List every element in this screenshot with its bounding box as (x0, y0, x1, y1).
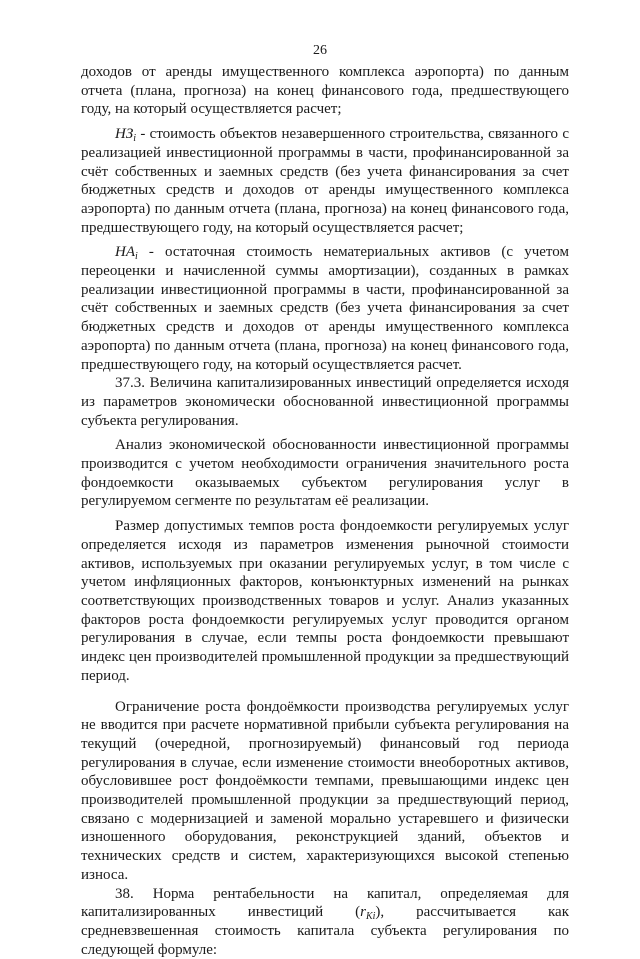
paragraph-growth-rate: Размер допустимых темпов роста фондоемкости регулируемых услуг определяется исходя из параметров изменения рыночной стоимости активов, используемых при оказании регулируемых услуг, в том числе с учетом инфляционных факторов, конъюнктурных изменений на рынках соответствующих производственных товаров и услуг. Анализ указанных факторов роста фондоемкости регулируемых услуг проводится органом регулирования в случае, если темпы роста фондоемкости превышают индекс цен производителей промышленной продукции за предшествующий период. (81, 518, 569, 684)
nz-definition-text: - стоимость объектов незавершенного строительства, связанного с реализацией инвестиционной программы в части, профинансированной за счёт собственных и заемных средств (без учета финансирования за счет бюджетных средств и доходов от аренды имущественного комплекса аэропорта) по данным отчета (плана, прогноза) на конец финансового года, предшествующего году, на который осуществляется расчет; (81, 126, 569, 236)
paragraph-38-text-a: 38. Норма рентабельности на капитал, определяемая для капитализированных инвестиций ( (81, 885, 569, 921)
paragraph-38 (81, 885, 569, 959)
symbol-na-subscript: i (135, 251, 138, 263)
symbol-r-subscript: Ki (365, 911, 376, 923)
paragraph-38-text-b: ), рассчитывается как средневзвешенная стоимость капитала субъекта регулирования по следующей формуле: (81, 904, 569, 958)
document-body (81, 63, 569, 959)
paragraph-limitation: Ограничение роста фондоёмкости производства регулируемых услуг не вводится при расчете нормативной прибыли субъекта регулирования на текущий (очередной, прогнозируемый) финансовый год периода регулирования в случае, если изменение стоимости внеоборотных активов, обусловившее рост фондоёмкости темпами, превышающими индекс цен производителей промышленной продукции за предшествующий период, связано с модернизацией и заменой морально устаревшего и физически изношенного оборудования, реконструкцией зданий, объектов и технических средств и систем, характеризующихся высокой степенью износа. (81, 698, 569, 883)
page-number: 26 (313, 43, 327, 58)
paragraph-37-3: 37.3. Величина капитализированных инвестиций определяется исходя из параметров экономически обоснованной инвестиционной программы субъекта регулирования. (81, 375, 569, 429)
symbol-na: НА (115, 244, 135, 261)
paragraph-continuation: доходов от аренды имущественного комплекса аэропорта) по данным отчета (плана, прогноза) на конец финансового года, предшествующего году, на который осуществляется расчет; (81, 64, 569, 118)
symbol-nz: НЗ (115, 126, 134, 143)
symbol-nz-subscript: i (133, 133, 137, 145)
symbol-r: r (360, 904, 366, 921)
na-definition-text: - остаточная стоимость нематериальных активов (с учетом переоценки и начисленной суммы амортизации), созданных в рамках реализации инвестиционной программы в части, профинансированной за счёт собственных и заемных средств (без учета финансирования за счет бюджетных средств и доходов от аренды имущественного комплекса аэропорта) по данным отчета (плана, прогноза) на конец финансового года, предшествующего году, на который осуществляется расчет. (81, 244, 569, 373)
paragraph-analysis: Анализ экономической обоснованности инвестиционной программы производится с учетом необходимости ограничения значительного роста фондоемкости оказываемых субъектом регулирования услуг в регулируемом сегменте по результатам её реализации. (81, 437, 569, 510)
paragraph-nz-definition (81, 125, 569, 237)
paragraph-na-definition (81, 243, 569, 374)
